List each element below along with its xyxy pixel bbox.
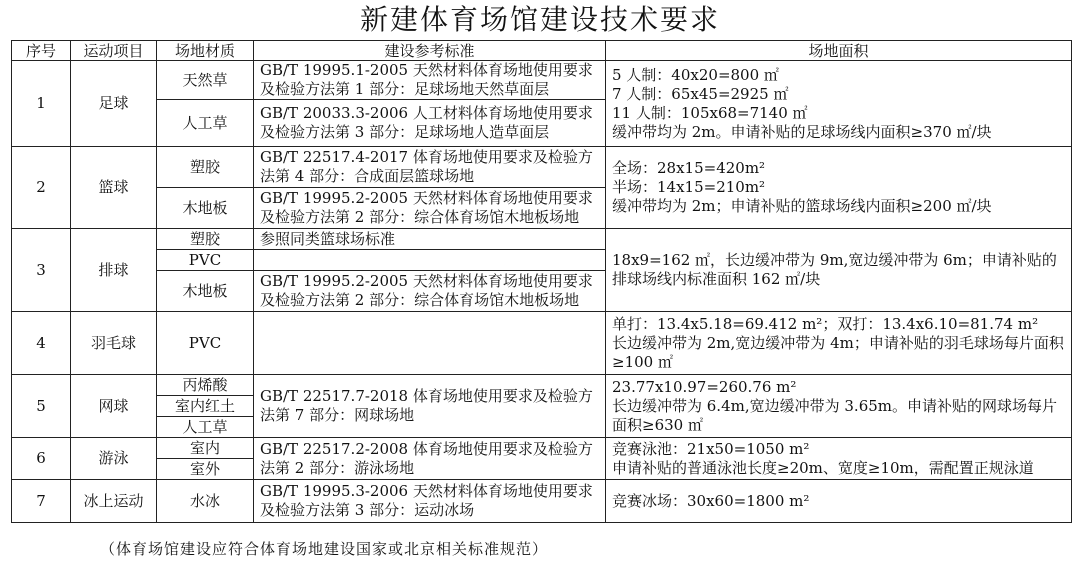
standard-cell: [254, 312, 606, 375]
table-row: [12, 61, 1072, 100]
header-row: [12, 41, 1072, 61]
material-cell: 丙烯酸: [157, 375, 254, 396]
row-number: 5: [12, 375, 71, 438]
standard-cell: GB/T 22517.4-2017 体育场地使用要求及检验方法第 4 部分：合成面层篮球场地: [254, 147, 606, 188]
table-row: [12, 480, 1072, 523]
area-cell: 18x9=162 ㎡，长边缓冲带为 9m,宽边缓冲带为 6m；申请补贴的排球场线内标准面积 162 ㎡/块: [606, 229, 1072, 312]
standard-cell: [254, 250, 606, 271]
material-cell: PVC: [157, 250, 254, 271]
header-standard: 建设参考标准: [254, 41, 606, 61]
document-title: 新建体育场馆建设技术要求: [359, 3, 720, 36]
material-cell: 人工草: [157, 100, 254, 147]
header-no: 序号: [12, 41, 71, 61]
row-number: 1: [12, 61, 71, 147]
material-cell: 室外: [157, 459, 254, 480]
requirements-table: [11, 40, 1072, 523]
area-cell: 竞赛冰场：30x60=1800 m²: [606, 480, 1072, 523]
sport-name: 足球: [71, 61, 157, 147]
table-row: [12, 375, 1072, 396]
standard-cell: GB/T 19995.3-2006 天然材料体育场地使用要求及检验方法第 3 部分：运动冰场: [254, 480, 606, 523]
material-cell: 水冰: [157, 480, 254, 523]
material-cell: 木地板: [157, 271, 254, 312]
table-row: [12, 438, 1072, 459]
material-cell: 木地板: [157, 188, 254, 229]
header-area: 场地面积: [606, 41, 1072, 61]
row-number: 7: [12, 480, 71, 523]
material-cell: 室内: [157, 438, 254, 459]
area-cell: 23.77x10.97=260.76 m² 长边缓冲带为 6.4m,宽边缓冲带为 3.65m。申请补贴的网球场每片面积≥630 ㎡: [606, 375, 1072, 438]
sport-name: 游泳: [71, 438, 157, 480]
sport-name: 网球: [71, 375, 157, 438]
material-cell: 塑胶: [157, 147, 254, 188]
area-cell: 全场：28x15=420m² 半场：14x15=210m² 缓冲带均为 2m；申请补贴的篮球场线内面积≥200 ㎡/块: [606, 147, 1072, 229]
material-cell: 人工草: [157, 417, 254, 438]
row-number: 2: [12, 147, 71, 229]
area-cell: 竞赛泳池：21x50=1050 m² 申请补贴的普通泳池长度≥20m、宽度≥10m，需配置正规泳道: [606, 438, 1072, 480]
footnote: （体育场馆建设应符合体育场地建设国家或北京相关标准规范）: [100, 540, 549, 558]
table-row: [12, 147, 1072, 188]
standard-cell: 参照同类篮球场标准: [254, 229, 606, 250]
material-cell: PVC: [157, 312, 254, 375]
material-cell: 塑胶: [157, 229, 254, 250]
sport-name: 冰上运动: [71, 480, 157, 523]
sport-name: 排球: [71, 229, 157, 312]
standard-cell: GB/T 19995.1-2005 天然材料体育场地使用要求及检验方法第 1 部分：足球场地天然草面层: [254, 61, 606, 100]
material-cell: 天然草: [157, 61, 254, 100]
sport-name: 篮球: [71, 147, 157, 229]
standard-cell: GB/T 22517.7-2018 体育场地使用要求及检验方法第 7 部分：网球场地: [254, 375, 606, 438]
sport-name: 羽毛球: [71, 312, 157, 375]
standard-cell: GB/T 20033.3-2006 人工材料体育场地使用要求及检验方法第 3 部分：足球场地人造草面层: [254, 100, 606, 147]
row-number: 4: [12, 312, 71, 375]
area-cell: 5 人制：40x20=800 ㎡ 7 人制：65x45=2925 ㎡ 11 人制：105x68=7140 ㎡ 缓冲带均为 2m。申请补贴的足球场线内面积≥370 ㎡/块: [606, 61, 1072, 147]
header-sport: 运动项目: [71, 41, 157, 61]
table-row: [12, 312, 1072, 375]
row-number: 6: [12, 438, 71, 480]
standard-cell: GB/T 19995.2-2005 天然材料体育场地使用要求及检验方法第 2 部分：综合体育场馆木地板场地: [254, 271, 606, 312]
standard-cell: GB/T 22517.2-2008 体育场地使用要求及检验方法第 2 部分：游泳场地: [254, 438, 606, 480]
area-cell: 单打：13.4x5.18=69.412 m²；双打：13.4x6.10=81.74 m² 长边缓冲带为 2m,宽边缓冲带为 4m；申请补贴的羽毛球场每片面积≥100 ㎡: [606, 312, 1072, 375]
header-material: 场地材质: [157, 41, 254, 61]
row-number: 3: [12, 229, 71, 312]
material-cell: 室内红土: [157, 396, 254, 417]
table-row: [12, 229, 1072, 250]
standard-cell: GB/T 19995.2-2005 天然材料体育场地使用要求及检验方法第 2 部分：综合体育场馆木地板场地: [254, 188, 606, 229]
